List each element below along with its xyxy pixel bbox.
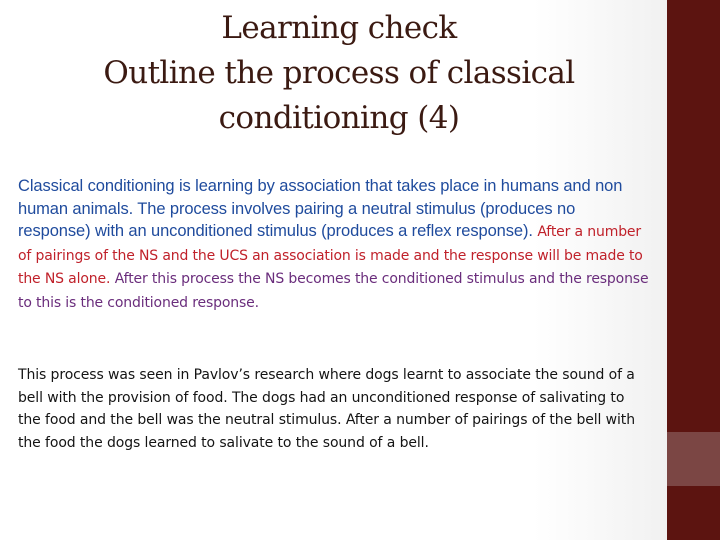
pavlov-paragraph: This process was seen in Pavlov’s research where dogs learnt to associate the sound of a bell with the provision of food. The dogs had an unconditioned response of salivating to the food and the bell was the neutral stimulus. After a number of pairings of the bell with the food the dogs learned to salivate to the sound of a bell.	[18, 367, 635, 451]
title-line-3: conditioning (4)	[218, 100, 460, 136]
sidebar-accent-block	[667, 432, 720, 486]
definition-blue-text: Classical conditioning is learning by association that takes place in humans and non human animals. The process involves pairing a neutral stimulus (produces no response) with an unconditioned stimulus (produces a reflex response).	[18, 177, 623, 240]
association-red-text: After a number of pairings of the NS and the UCS an association is made and the response will be made to the NS alone.	[18, 224, 643, 287]
definition-paragraph	[18, 175, 650, 314]
slide-title	[40, 6, 638, 141]
conditioned-purple-text: After this process the NS becomes the conditioned stimulus and the response to this is the conditioned response.	[18, 271, 649, 311]
title-line-1: Learning check	[221, 10, 457, 46]
title-line-2: Outline the process of classical	[103, 55, 575, 91]
